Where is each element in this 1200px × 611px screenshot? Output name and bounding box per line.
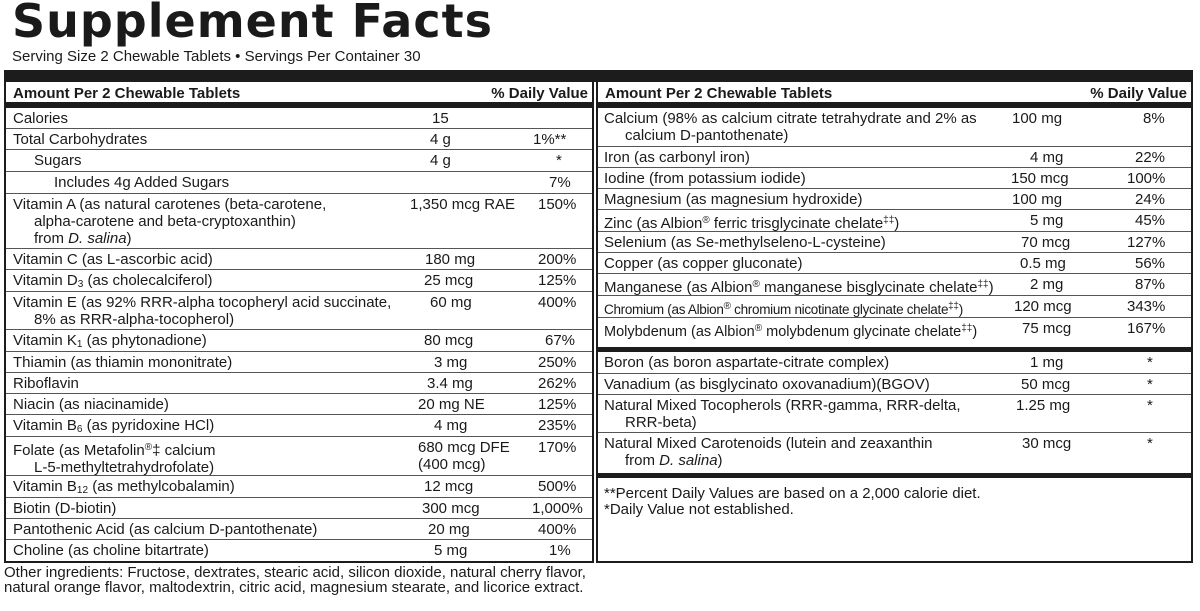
nutrient-row: Iron (as carbonyl iron) 4 mg 22% [598,147,1191,168]
nutrient-row: Zinc (as Albion® ferric trisglycinate chelate‡‡) 5 mg 45% [598,210,1191,232]
nutrient-row: Includes 4g Added Sugars 7% [6,172,592,194]
daily-value-header: % Daily Value [491,85,588,102]
nutrient-row: Iodine (from potassium iodide) 150 mcg 100% [598,168,1191,189]
amount-header: Amount Per 2 Chewable Tablets [13,85,241,102]
nutrient-row: Natural Mixed Carotenoids (lutein and zeaxanthin from D. salina) 30 mcg * [598,433,1191,478]
nutrient-row: Selenium (as Se-methylseleno-L-cysteine) 70 mcg 127% [598,232,1191,253]
nutrient-row: Niacin (as niacinamide) 20 mg NE 125% [6,394,592,415]
right-header-row [598,82,1191,108]
nutrient-row: Thiamin (as thiamin mononitrate) 3 mg 250% [6,352,592,373]
nutrient-row: Riboflavin 3.4 mg 262% [6,373,592,394]
nutrient-row: Vitamin $B_6$ (as pyridoxine HCl) 4 mg 235% [6,415,592,437]
footnotes [604,486,981,518]
nutrient-row: Vitamin $K_1$ (as phytonadione) 80 mcg 67% [6,330,592,352]
footnote-line: *Daily Value not established. [604,501,794,518]
nutrient-row: Vanadium (as bisglycinato oxovanadium)(BGOV) 50 mcg * [598,374,1191,395]
nutrient-row: Vitamin $B_{12}$ (as methylcobalamin) 12 mcg 500% [6,476,592,498]
nutrient-row: Sugars 4 g * [6,150,592,172]
nutrient-row: Molybdenum (as Albion® molybdenum glycinate chelate‡‡) 75 mcg 167% [598,318,1191,352]
page-title: Supplement Facts [12,0,493,48]
nutrient-row: Boron (as boron aspartate-citrate complex) 1 mg * [598,352,1191,374]
nutrient-row: Calories 15 [6,108,592,129]
serving-info: Serving Size 2 Chewable Tablets • Servings Per Container 30 [12,48,421,65]
nutrient-row: Total Carbohydrates 4 g 1%** [6,129,592,150]
nutrient-row: Vitamin C (as L-ascorbic acid) 180 mg 200% [6,249,592,270]
nutrient-row: Vitamin A (as natural carotenes (beta-carotene, alpha-carotene and beta-cryptoxanthin) from D. salina) 1,350 mcg RAE 150% [6,194,592,249]
left-header-row [6,82,592,108]
other-ingredients: Other ingredients: Fructose, dextrates, stearic acid, silicon dioxide, natural cherry flavor, natural orange flavor, maltodextrin, citric acid, magnesium stearate, and licorice extract. [4,564,586,596]
nutrient-row: Vitamin E (as 92% RRR-alpha tocopheryl acid succinate, 8% as RRR-alpha-tocopherol) 60 mg 400% [6,292,592,330]
nutrient-row: Manganese (as Albion® manganese bisglycinate chelate‡‡) 2 mg 87% [598,274,1191,296]
nutrient-row: Natural Mixed Tocopherols (RRR-gamma, RRR-delta, RRR-beta) 1.25 mg * [598,395,1191,433]
nutrient-row: Chromium (as Albion® chromium nicotinate glycinate chelate‡‡) 120 mcg 343% [598,296,1191,318]
nutrient-row: Copper (as copper gluconate) 0.5 mg 56% [598,253,1191,274]
nutrient-row: Calcium (98% as calcium citrate tetrahydrate and 2% as calcium D-pantothenate) 100 mg 8% [598,108,1191,147]
footnote-line: **Percent Daily Values are based on a 2,000 calorie diet. [604,485,981,502]
daily-value-header: % Daily Value [1090,85,1187,102]
nutrient-row: Pantothenic Acid (as calcium D-pantothenate) 20 mg 400% [6,519,592,540]
nutrient-row: Vitamin $D_3$ (as cholecalciferol) 25 mcg 125% [6,270,592,292]
nutrient-row: Magnesium (as magnesium hydroxide) 100 mg 24% [598,189,1191,210]
top-divider-bar [4,70,1193,82]
nutrient-row: Choline (as choline bitartrate) 5 mg 1% [13,542,571,559]
amount-header: Amount Per 2 Chewable Tablets [605,85,833,102]
left-facts-panel [4,82,594,563]
nutrient-row: Folate (as Metafolin®‡ calcium L-5-methyltetrahydrofolate) 680 mcg DFE (400 mcg) 170% [6,437,592,476]
nutrient-row: Biotin (D-biotin) 300 mcg 1,000% [6,498,592,519]
